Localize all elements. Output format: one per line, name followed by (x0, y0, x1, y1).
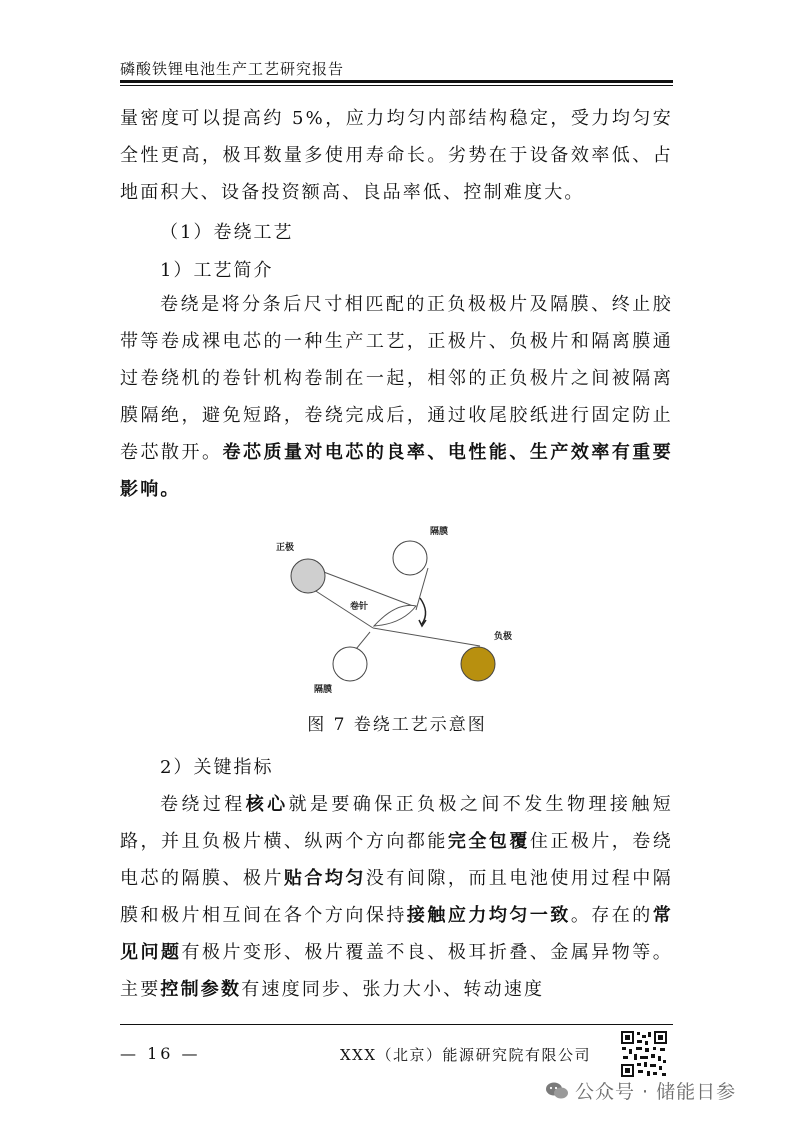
emphasis-segment: 核心 (245, 794, 289, 815)
rotation-arrow (420, 598, 426, 624)
header-rule-thick (120, 80, 673, 83)
emphasis-segment: 完全包覆 (447, 831, 530, 852)
qr-code-icon (620, 1030, 668, 1078)
figure-caption: 图 7 卷绕工艺示意图 (307, 715, 487, 735)
positive-roll (291, 559, 325, 593)
emphasis-segment: 控制参数 (160, 979, 242, 1000)
separator-roll-top (393, 541, 427, 575)
heading-winding-process: （1）卷绕工艺 (160, 222, 294, 243)
text-segment: 没有间隙，而且电池使用过程中隔膜和极片相互间在各个方向保持 (120, 868, 673, 926)
report-title: 磷酸铁锂电池生产工艺研究报告 (120, 60, 345, 78)
text-segment: 有极片变形、极片覆盖不良、极耳折叠、金属异物等。主要 (120, 942, 673, 1000)
emphasis-segment: 接触应力均匀一致 (406, 905, 571, 926)
page-number: — 16 — (120, 1044, 201, 1063)
text-segment: 。存在的 (570, 905, 653, 926)
winding-diagram (270, 520, 530, 700)
winding-needle-shape (374, 605, 416, 626)
footer-rule (120, 1024, 673, 1025)
text-segment: 就是要确保正负极之间不发生物理接触短路，并且负极片横、纵两个方向都能 (120, 794, 673, 852)
emphasis-segment: 贴合均匀 (283, 868, 366, 889)
label-needle: 卷针 (350, 602, 369, 612)
heading-process-intro: 1）工艺简介 (160, 260, 274, 281)
separator-top-line (416, 568, 428, 610)
text-segment: 有速度同步、张力大小、转动速度 (241, 979, 545, 1000)
wechat-icon (545, 1081, 569, 1101)
label-negative: 负极 (494, 632, 513, 642)
emphasis-segment: 常见问题 (120, 905, 673, 963)
watermark-text: 公众号 · 储能日参 (575, 1081, 737, 1103)
negative-strip-line (373, 628, 480, 646)
wechat-watermark (545, 1077, 736, 1104)
text-segment: 住正极片，卷绕电芯的隔膜、极片 (120, 831, 673, 889)
heading-key-indicators: 2）关键指标 (160, 757, 274, 778)
label-separator-bottom: 隔膜 (314, 685, 333, 695)
paragraph-winding-intro (120, 286, 673, 508)
text-segment: 卷绕过程 (160, 794, 246, 815)
header-rule-thin (120, 85, 673, 86)
separator-roll-bottom (333, 647, 367, 681)
negative-roll (461, 647, 495, 681)
paragraph-advantages: 量密度可以提高约 5%，应力均匀内部结构稳定，受力均匀安全性更高，极耳数量多使用寿命长。劣势在于设备效率低、占地面积大、设备投资额高、良品率低、控制难度大。 (120, 108, 673, 203)
company-name: XXX（北京）能源研究院有限公司 (340, 1046, 592, 1064)
label-separator-top: 隔膜 (430, 527, 449, 537)
paragraph-key-indicators (120, 786, 673, 1008)
paragraph-winding-intro-emphasis: 卷芯质量对电芯的良率、电性能、生产效率有重要影响。 (120, 442, 673, 500)
paragraph-winding-intro-text: 卷绕是将分条后尺寸相匹配的正负极极片及隔膜、终止胶带等卷成裸电芯的一种生产工艺，正极片、负极片和隔离膜通过卷绕机的卷针机构卷制在一起，相邻的正负极片之间被隔离膜隔绝，避免短路，卷绕完成后，通过收尾胶纸进行固定防止卷芯散开。 (120, 294, 673, 463)
label-positive: 正极 (276, 543, 295, 553)
